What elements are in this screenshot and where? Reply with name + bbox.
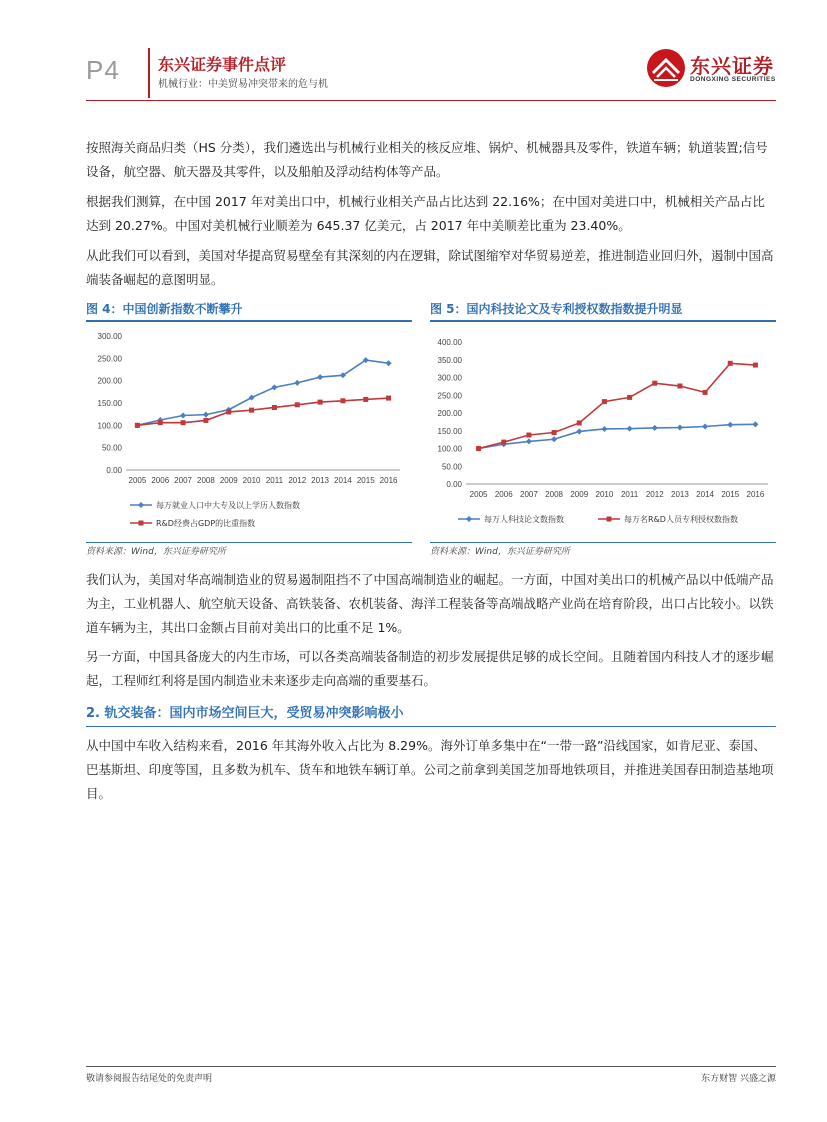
- series-line-2: [479, 363, 756, 448]
- data-point: [158, 420, 163, 425]
- data-point: [249, 408, 254, 413]
- data-point: [203, 412, 209, 418]
- x-tick-label: 2011: [265, 476, 284, 485]
- y-tick-label: 300.00: [437, 373, 462, 383]
- footer-disclaimer: 敬请参阅报告结尾处的免责声明: [86, 1074, 213, 1084]
- y-tick-label: 50.00: [101, 443, 122, 453]
- paragraph-high-end-manufacturing: 我们认为，美国对华高端制造业的贸易遏制阻挡不了中国高端制造业的崛起。一方面，中国对美出口的机械产品以中低端产品为主，工业机器人、航空航天设备、高铁装备、农机装备、海洋工程装备等高端战略产业尚在培育阶段，出口占比较小。以铁道车辆为主，其出口金额占目前对美出口的比重不足 1%。: [86, 572, 774, 635]
- data-point: [627, 395, 632, 400]
- report-subtitle: 机械行业：中美贸易冲突带来的危与机: [158, 79, 328, 90]
- data-point: [386, 360, 392, 366]
- company-logo: [646, 48, 776, 88]
- y-tick-label: 250.00: [97, 354, 122, 364]
- data-point: [728, 361, 733, 366]
- x-tick-label: 2010: [595, 490, 614, 499]
- y-tick-label: 250.00: [437, 391, 462, 401]
- report-title: 东兴证券事件点评: [158, 55, 287, 74]
- figure-4-title: 图 4：中国创新指数不断攀升: [86, 302, 243, 316]
- legend-label: 每万人科技论文数指数: [484, 515, 564, 524]
- data-point: [601, 426, 607, 432]
- data-point: [702, 423, 708, 429]
- figure-5-title: 图 5：国内科技论文及专利授权数指数提升明显: [430, 302, 683, 316]
- data-point: [501, 440, 506, 445]
- data-point: [476, 446, 481, 451]
- data-point: [703, 390, 708, 395]
- legend-marker: [607, 517, 612, 522]
- series-line-2: [137, 398, 388, 425]
- x-tick-label: 2015: [356, 476, 375, 485]
- figure-4-source: 资料来源：Wind，东兴证券研究所: [86, 547, 226, 557]
- series-line-1: [479, 424, 756, 448]
- x-tick-label: 2009: [570, 490, 589, 499]
- data-point: [363, 397, 368, 402]
- data-point: [272, 405, 277, 410]
- y-tick-label: 200.00: [97, 376, 122, 386]
- x-tick-label: 2016: [379, 476, 398, 485]
- paragraph-trade-barrier: 从此我们可以看到，美国对华提高贸易壁垒有其深刻的内在逻辑，除试图缩窄对华贸易逆差，推进制造业回归外，遏制中国高端装备崛起的意图明显。: [86, 248, 774, 287]
- logo-text-en: DONGXING SECURITIES: [690, 76, 776, 83]
- x-tick-label: 2005: [469, 490, 488, 499]
- data-point: [551, 436, 557, 442]
- x-tick-label: 2012: [645, 490, 664, 499]
- data-point: [526, 433, 531, 438]
- data-point: [340, 398, 345, 403]
- x-tick-label: 2013: [311, 476, 329, 485]
- data-point: [203, 418, 208, 423]
- data-point: [753, 363, 758, 368]
- footer-rule: [86, 1066, 776, 1067]
- x-tick-label: 2005: [128, 476, 147, 485]
- y-tick-label: 0.00: [106, 466, 122, 475]
- y-tick-label: 350.00: [437, 355, 462, 365]
- section-2-heading: 2. 轨交装备：国内市场空间巨大，受贸易冲突影响极小: [86, 706, 404, 721]
- paragraph-domestic-market: 另一方面，中国具备庞大的内生市场，可以各类高端装备制造的初步发展提供足够的成长空间。且随着国内科技人才的逐步崛起，工程师红利将是国内制造业未来逐步走向高端的重要基石。: [86, 649, 774, 688]
- logo-text-cn: 东兴证券: [690, 54, 774, 78]
- y-tick-label: 400.00: [437, 338, 462, 347]
- data-point: [652, 425, 658, 431]
- page-number: P4: [86, 55, 120, 85]
- data-point: [627, 426, 633, 432]
- data-point: [226, 409, 231, 414]
- data-point: [317, 374, 323, 380]
- y-tick-label: 100.00: [97, 421, 122, 431]
- y-tick-label: 200.00: [437, 409, 462, 418]
- data-point: [271, 384, 277, 390]
- data-point: [295, 402, 300, 407]
- legend-label: 每万就业人口中大专及以上学历人数指数: [156, 501, 300, 510]
- x-tick-label: 2006: [494, 490, 513, 499]
- data-point: [526, 438, 532, 444]
- y-tick-label: 300.00: [97, 332, 122, 341]
- x-tick-label: 2006: [151, 476, 170, 485]
- x-tick-label: 2009: [219, 476, 238, 485]
- x-tick-label: 2013: [671, 490, 689, 499]
- data-point: [677, 384, 682, 389]
- x-tick-label: 2011: [620, 490, 639, 499]
- legend-label: 每万名R&D人员专利授权数指数: [624, 515, 738, 524]
- section-2-rule: [86, 726, 776, 727]
- y-tick-label: 0.00: [446, 480, 462, 489]
- x-tick-label: 2008: [197, 476, 215, 485]
- legend-marker: [138, 502, 144, 508]
- data-point: [135, 423, 140, 428]
- y-tick-label: 150.00: [97, 399, 122, 408]
- x-tick-label: 2007: [520, 490, 538, 499]
- x-tick-label: 2010: [242, 476, 261, 485]
- y-tick-label: 150.00: [437, 426, 462, 436]
- x-tick-label: 2012: [288, 476, 307, 485]
- figure-5-source: 资料来源：Wind，东兴证券研究所: [430, 547, 570, 557]
- data-point: [652, 381, 657, 386]
- data-point: [180, 413, 186, 419]
- data-point: [577, 420, 582, 425]
- footer-slogan: 东方财智 兴盛之源: [701, 1074, 776, 1084]
- data-point: [602, 399, 607, 404]
- paragraph-hs-classification: 按照海关商品归类（HS 分类），我们遴选出与机械行业相关的核反应堆、锅炉、机械器具及零件，铁道车辆；轨道装置;信号设备，航空器、航天器及其零件，以及船舶及浮动结构体等产品。: [86, 140, 768, 179]
- legend-marker: [139, 521, 144, 526]
- figure-5-chart: [430, 324, 776, 538]
- x-tick-label: 2015: [721, 490, 740, 499]
- paragraph-crrc-revenue: 从中国中车收入结构来看，2016 年其海外收入占比为 8.29%。海外订单多集中在“一带一路”沿线国家，如肯尼亚、泰国、巴基斯坦、印度等国，且多数为机车、货车和地铁车辆订单。公司之前拿到美国芝加哥地铁项目，并推进美国春田制造基地项目。: [86, 738, 774, 801]
- data-point: [727, 422, 733, 428]
- data-point: [249, 395, 255, 401]
- header-divider: [148, 48, 150, 98]
- legend-marker: [466, 516, 472, 522]
- y-tick-label: 50.00: [441, 462, 462, 472]
- x-tick-label: 2014: [334, 476, 352, 485]
- header-rule: [86, 100, 776, 101]
- data-point: [181, 420, 186, 425]
- data-point: [294, 380, 300, 386]
- y-tick-label: 100.00: [437, 444, 462, 454]
- data-point: [318, 400, 323, 405]
- data-point: [677, 425, 683, 431]
- x-tick-label: 2016: [746, 490, 765, 499]
- data-point: [386, 396, 391, 401]
- data-point: [552, 430, 557, 435]
- data-point: [576, 428, 582, 434]
- legend-label: R&D经费占GDP的比重指数: [156, 519, 256, 528]
- data-point: [752, 421, 758, 427]
- paragraph-export-share: 根据我们测算，在中国 2017 年对美出口中，机械行业相关产品占比达到 22.16%；在中国对美进口中，机械相关产品占比达到 20.27%。中国对美机械行业顺差为 645.37 亿美元，占 2017 年中美顺差比重为 23.40%。: [86, 194, 765, 233]
- x-tick-label: 2014: [696, 490, 714, 499]
- x-tick-label: 2007: [174, 476, 192, 485]
- figure-4-chart: [86, 324, 412, 538]
- series-line-1: [137, 360, 388, 425]
- x-tick-label: 2008: [545, 490, 563, 499]
- logo-mark-icon: [646, 48, 686, 88]
